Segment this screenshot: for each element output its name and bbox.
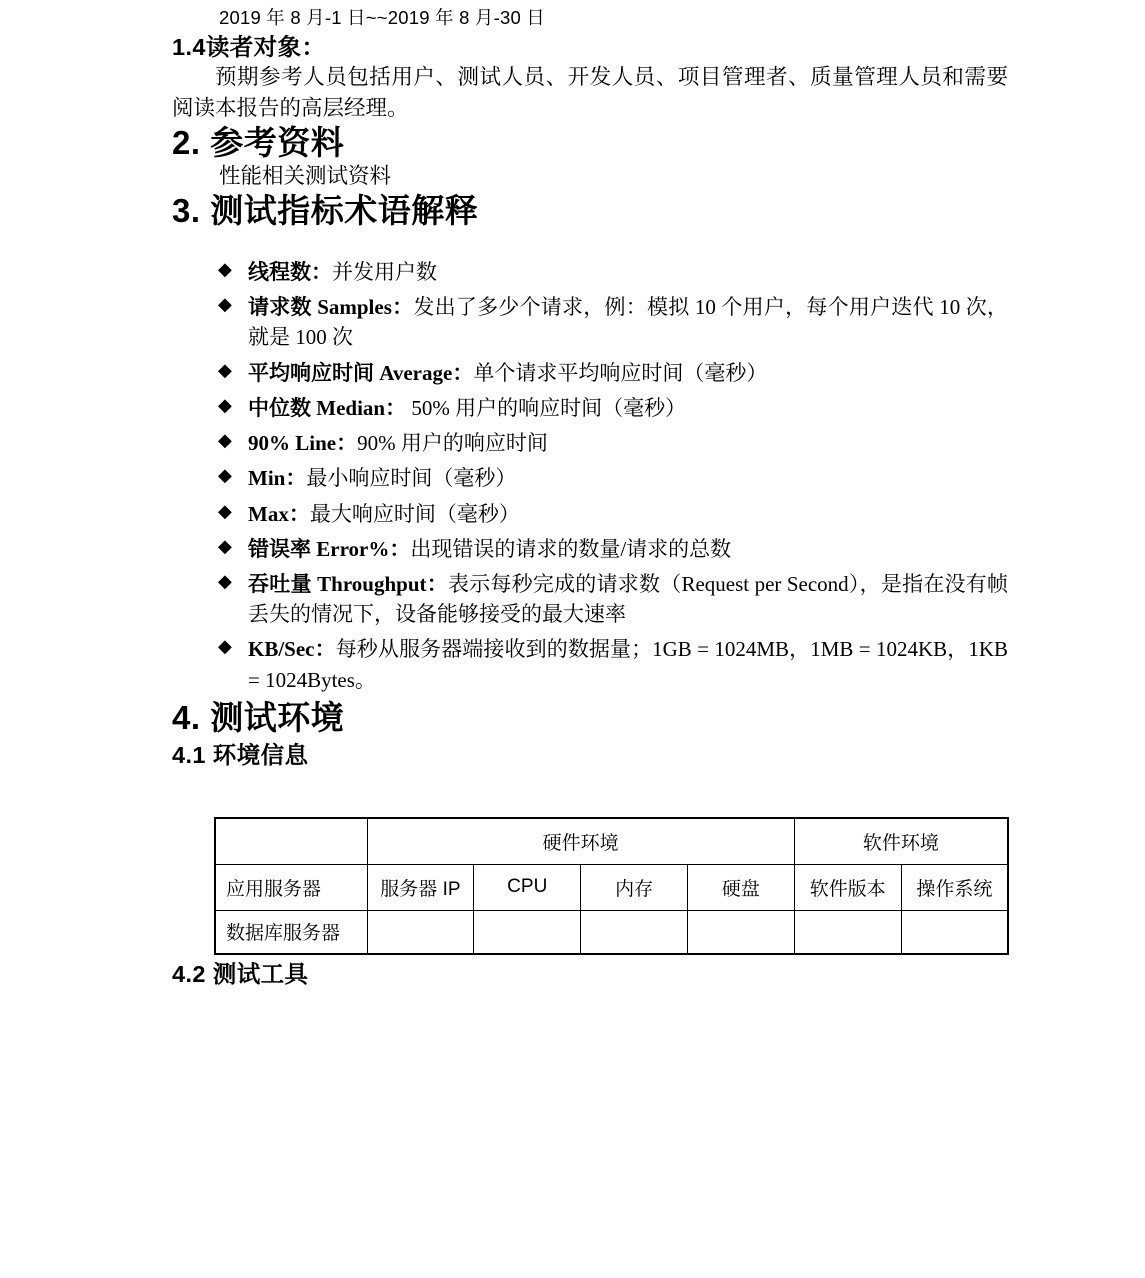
metric-description: 表示每秒完成的请求数（Request per Second），是指在没有帧丢失的情况下，设备能够接受的最大速率 bbox=[248, 571, 1008, 627]
table-header-cpu: CPU bbox=[474, 864, 581, 910]
diamond-bullet-icon: ◆ bbox=[218, 465, 232, 487]
table-header-server-ip: 服务器 IP bbox=[367, 864, 474, 910]
metric-description: 最小响应时间（毫秒） bbox=[306, 466, 517, 491]
heading-4-test-environment: 4. 测试环境 bbox=[172, 698, 345, 736]
diamond-bullet-icon: ◆ bbox=[218, 258, 232, 280]
table-row bbox=[215, 910, 1008, 954]
metrics-glossary-list bbox=[172, 257, 1008, 695]
list-item bbox=[218, 428, 1008, 458]
list-item bbox=[218, 534, 1008, 564]
table-cell-software-version[interactable] bbox=[794, 910, 901, 954]
list-item bbox=[218, 393, 1008, 423]
heading-1-4-readers: 1.4读者对象： bbox=[172, 33, 326, 60]
table-header-disk: 硬盘 bbox=[687, 864, 794, 910]
table-cell-disk[interactable] bbox=[687, 910, 794, 954]
metric-term: KB/Sec： bbox=[248, 637, 336, 662]
table-cell-operating-system[interactable] bbox=[901, 910, 1008, 954]
table-header-app-server: 应用服务器 bbox=[215, 864, 367, 910]
paragraph-readers: 预期参考人员包括用户、测试人员、开发人员、项目管理者、质量管理人员和需要阅读本报告的高层经理。 bbox=[172, 64, 1008, 121]
heading-2-references: 2. 参考资料 bbox=[172, 123, 345, 161]
list-item bbox=[218, 499, 1008, 529]
metric-term: Min： bbox=[248, 466, 307, 491]
metric-description: 每秒从服务器端接收到的数据量；1GB = 1024MB，1MB = 1024KB，1KB = 1024Bytes。 bbox=[248, 637, 1008, 692]
diamond-bullet-icon: ◆ bbox=[218, 636, 232, 658]
table-group-hardware: 硬件环境 bbox=[367, 818, 794, 864]
table-header-software-version: 软件版本 bbox=[794, 864, 901, 910]
table-group-software: 软件环境 bbox=[794, 818, 1008, 864]
table-column-header-row bbox=[215, 864, 1008, 910]
metric-description: 最大响应时间（毫秒） bbox=[309, 501, 520, 526]
list-item bbox=[218, 257, 1008, 287]
table-header-memory: 内存 bbox=[581, 864, 688, 910]
table-cell-cpu[interactable] bbox=[474, 910, 581, 954]
metric-description: 90% 用户的响应时间 bbox=[357, 431, 548, 456]
diamond-bullet-icon: ◆ bbox=[218, 359, 232, 381]
metric-description: 并发用户数 bbox=[332, 259, 437, 284]
metric-description: 发出了多少个请求，例：模拟 10 个用户，每个用户迭代 10 次，就是 100 次 bbox=[248, 295, 1008, 350]
table-cell-memory[interactable] bbox=[581, 910, 688, 954]
table-corner-cell bbox=[215, 818, 367, 864]
diamond-bullet-icon: ◆ bbox=[218, 430, 232, 452]
table-header-operating-system: 操作系统 bbox=[901, 864, 1008, 910]
metric-term: 错误率 Error%： bbox=[248, 536, 411, 561]
list-item bbox=[218, 634, 1008, 694]
metric-term: Max： bbox=[248, 501, 310, 526]
metric-term: 线程数： bbox=[248, 259, 332, 284]
list-item bbox=[218, 463, 1008, 493]
diamond-bullet-icon: ◆ bbox=[218, 570, 232, 592]
table-cell-server-ip[interactable] bbox=[367, 910, 474, 954]
metric-term: 吞吐量 Throughput： bbox=[248, 571, 448, 596]
test-date-range: 2019 年 8 月-1 日~~2019 年 8 月-30 日 bbox=[219, 7, 546, 28]
metric-description: 出现错误的请求的数量/请求的总数 bbox=[410, 536, 732, 561]
list-item bbox=[218, 358, 1008, 388]
metric-term: 请求数 Samples： bbox=[248, 295, 414, 320]
table-row-label-db-server: 数据库服务器 bbox=[215, 910, 367, 954]
heading-4-2-test-tools: 4.2 测试工具 bbox=[172, 961, 309, 988]
metric-term: 90% Line： bbox=[248, 431, 358, 456]
metric-term: 中位数 Median： bbox=[248, 395, 407, 420]
paragraph-references: 性能相关测试资料 bbox=[219, 163, 392, 188]
metric-description: 50% 用户的响应时间（毫秒） bbox=[406, 395, 687, 420]
diamond-bullet-icon: ◆ bbox=[218, 294, 232, 316]
diamond-bullet-icon: ◆ bbox=[218, 500, 232, 522]
environment-info-table bbox=[214, 817, 1009, 955]
list-item bbox=[218, 569, 1008, 629]
environment-table-wrapper bbox=[172, 817, 1008, 955]
metric-description: 单个请求平均响应时间（毫秒） bbox=[473, 360, 768, 385]
metric-term: 平均响应时间 Average： bbox=[248, 360, 474, 385]
diamond-bullet-icon: ◆ bbox=[218, 394, 232, 416]
list-item bbox=[218, 292, 1008, 352]
table-group-header-row bbox=[215, 818, 1008, 864]
heading-3-metrics-glossary: 3. 测试指标术语解释 bbox=[172, 191, 479, 229]
heading-4-1-environment-info: 4.1 环境信息 bbox=[172, 742, 309, 769]
diamond-bullet-icon: ◆ bbox=[218, 535, 232, 557]
